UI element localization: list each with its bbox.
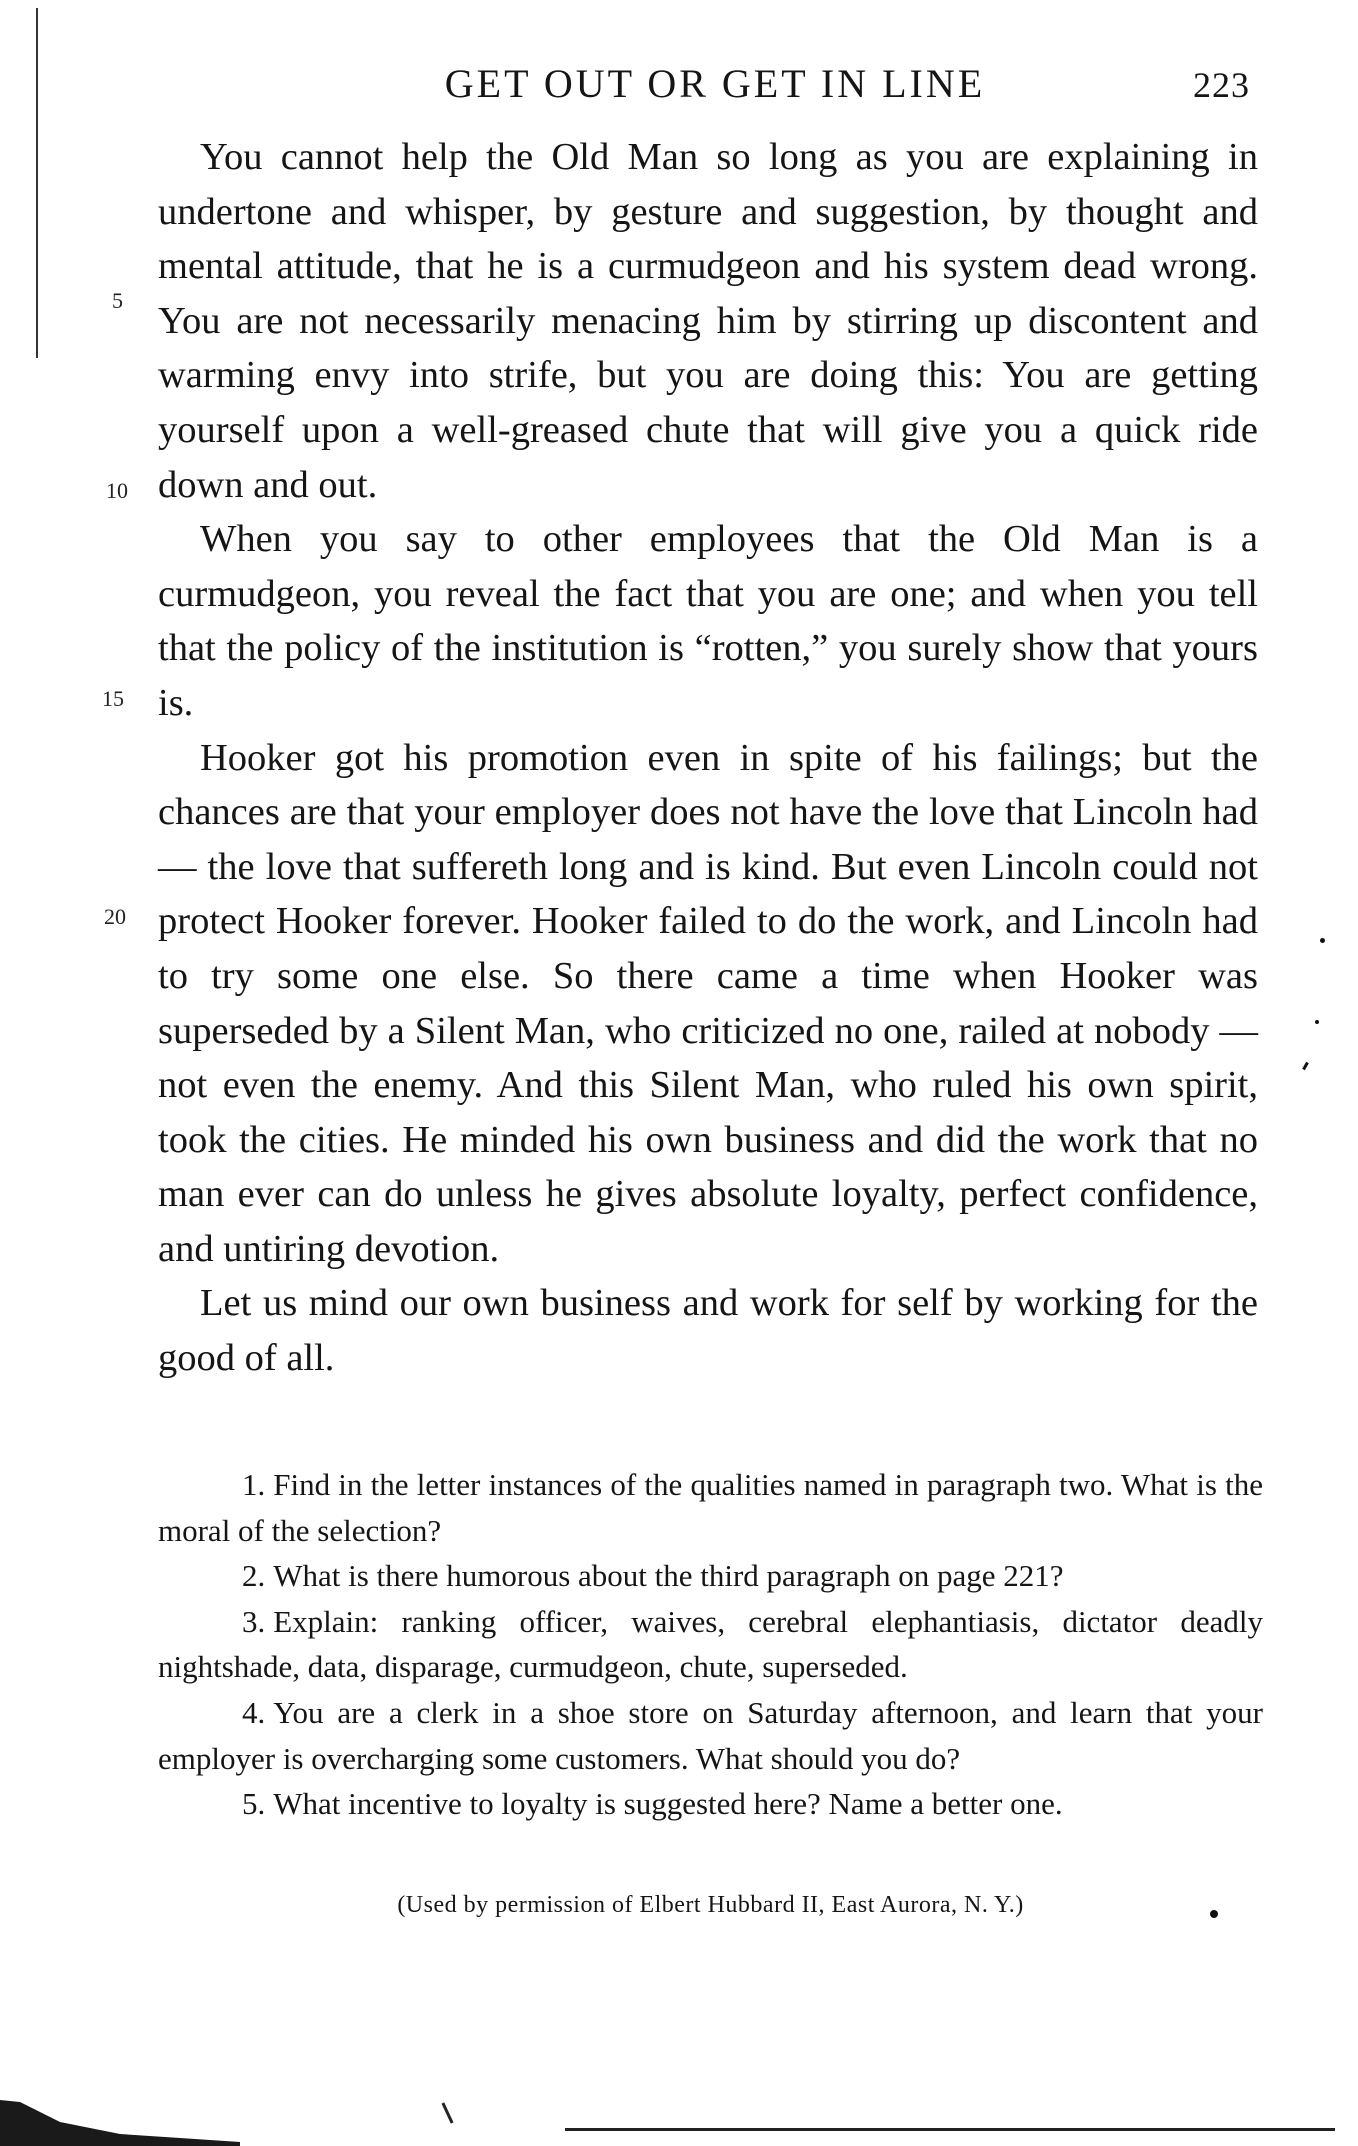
speck-mark bbox=[1210, 1910, 1218, 1918]
paragraph-1: You cannot help the Old Man so long as you are explaining in undertone and whisper, by gesture and suggestion, by thought and mental attitude, that he is a curmudgeon and his system dead wrong. You are not necessarily menacing him by stirring up discontent and warming envy into strife, but you are doing this: You are getting yourself upon a well-greased chute that will give you a quick ride down and out. bbox=[158, 136, 1258, 506]
page-edge-shadow bbox=[0, 2060, 240, 2146]
question-number: 4. bbox=[242, 1694, 266, 1730]
page-number: 223 bbox=[1193, 65, 1250, 105]
question-item bbox=[158, 1599, 1263, 1690]
question-item bbox=[158, 1690, 1263, 1781]
question-text: Explain: ranking officer, waives, cerebral elephantiasis, dictator deadly nightshade, data, disparage, curmudgeon, chute, superseded. bbox=[158, 1603, 1263, 1685]
question-number: 5. bbox=[242, 1786, 266, 1822]
question-item bbox=[158, 1462, 1263, 1553]
speck-mark bbox=[1315, 1020, 1319, 1024]
question-number: 3. bbox=[242, 1603, 266, 1639]
speck-mark bbox=[1302, 1062, 1309, 1070]
question-item bbox=[158, 1781, 1263, 1827]
permission-credit: (Used by permission of Elbert Hubbard II, East Aurora, N. Y.) bbox=[397, 1892, 1024, 1918]
question-text: You are a clerk in a shoe store on Saturday afternoon, and learn that your employer is overcharging some customers. What should you do? bbox=[158, 1694, 1263, 1776]
paragraph-4: Let us mind our own business and work for self by working for the good of all. bbox=[158, 1282, 1258, 1380]
question-item bbox=[158, 1553, 1263, 1599]
speck-mark bbox=[1320, 938, 1325, 943]
line-number-10: 10 bbox=[106, 478, 128, 503]
question-text: What incentive to loyalty is suggested here? Name a better one. bbox=[273, 1786, 1063, 1822]
question-text: Find in the letter instances of the qualities named in paragraph two. What is the moral of the selection? bbox=[158, 1467, 1263, 1548]
running-title: GET OUT OR GET IN LINE bbox=[444, 61, 986, 106]
line-number-15: 15 bbox=[102, 686, 124, 711]
question-number: 1. bbox=[242, 1467, 266, 1502]
study-questions bbox=[158, 1462, 1263, 1827]
paragraph-3: Hooker got his promotion even in spite of his failings; but the chances are that your employer does not have the love that Lincoln had — the love that suffereth long and is kind. But even Lincoln could not protect Hooker forever. Hooker failed to do the work, and Lincoln had to try some one else. So there came a time when Hooker was superseded by a Silent Man, who criticized no one, railed at nobody — not even the enemy. And this Silent Man, who ruled his own spirit, took the cities. He minded his own business and did the work that no man ever can do unless he gives absolute loyalty, perfect confidence, and untiring devotion. bbox=[158, 736, 1258, 1270]
question-text: What is there humorous about the third paragraph on page 221? bbox=[273, 1558, 1064, 1594]
body-text bbox=[158, 130, 1258, 1386]
paragraph-2: When you say to other employees that the Old Man is a curmudgeon, you reveal the fact that you are one; and when you tell that the policy of the institution is “rotten,” you surely show that yours is. bbox=[158, 518, 1258, 724]
margin-rule bbox=[36, 8, 38, 358]
line-number-20: 20 bbox=[104, 904, 126, 929]
question-number: 2. bbox=[242, 1558, 266, 1594]
line-number-5: 5 bbox=[112, 288, 123, 313]
speck-mark bbox=[441, 2102, 453, 2123]
page-header bbox=[160, 60, 1270, 110]
bottom-edge-line bbox=[565, 2128, 1335, 2131]
